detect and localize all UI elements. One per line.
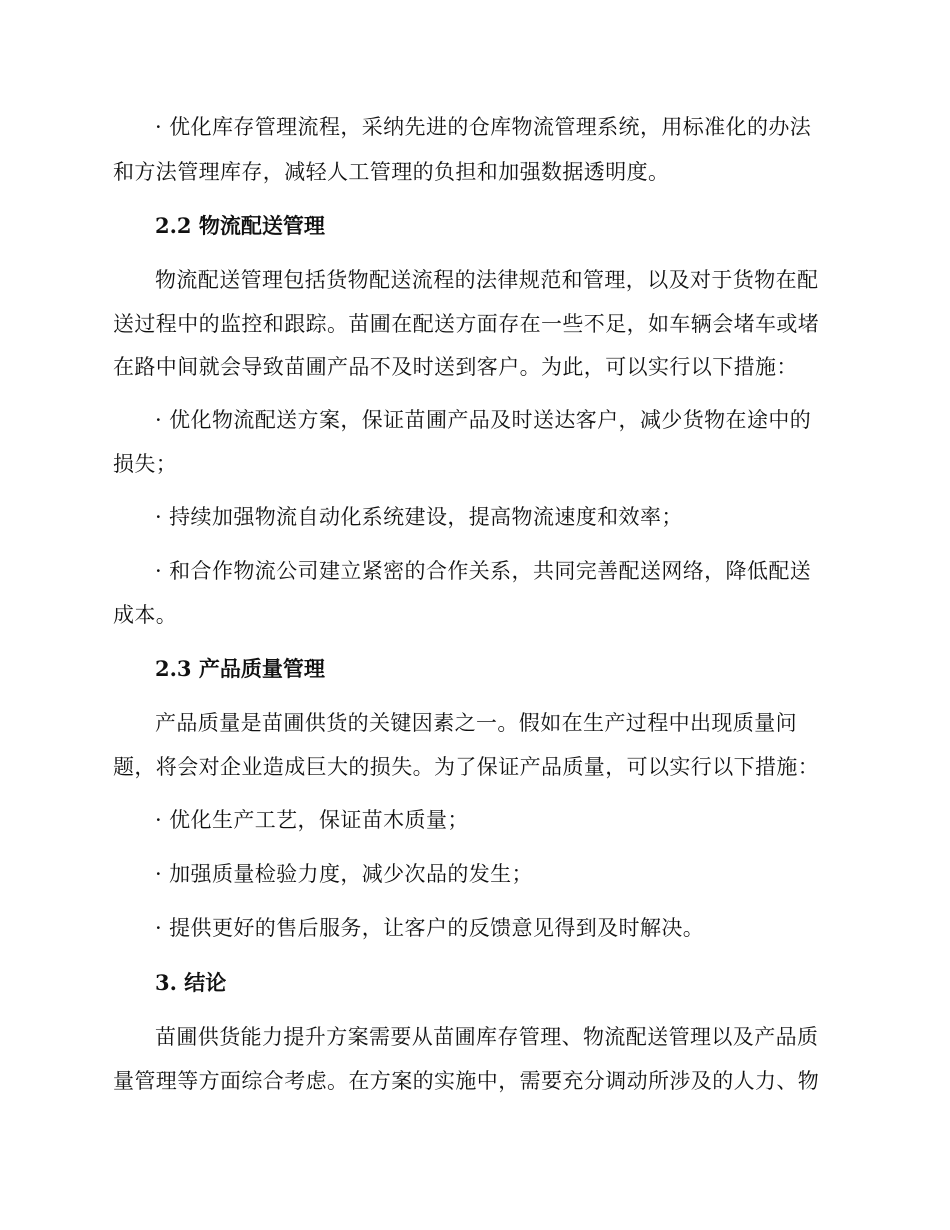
logistics-bullet-1-line-2: 损失； bbox=[113, 452, 178, 476]
quality-bullet-2: · 加强质量检验力度，减少次品的发生； bbox=[155, 862, 533, 886]
section-2-3-paragraph-line-2: 题，将会对企业造成巨大的损失。为了保证产品质量，可以实行以下措施： bbox=[113, 755, 820, 779]
section-2-2-paragraph-line-1: 物流配送管理包括货物配送流程的法律规范和管理，以及对于货物在配 bbox=[155, 268, 819, 292]
section-3-paragraph-line-1: 苗圃供货能力提升方案需要从苗圃库存管理、物流配送管理以及产品质 bbox=[155, 1025, 819, 1049]
section-2-3-heading: 2.3 产品质量管理 bbox=[155, 656, 325, 681]
section-2-2-heading: 2.2 物流配送管理 bbox=[155, 213, 325, 238]
section-2-2-paragraph-line-3: 在路中间就会导致苗圃产品不及时送到客户。为此，可以实行以下措施： bbox=[113, 355, 798, 379]
quality-bullet-3: · 提供更好的售后服务，让客户的反馈意见得到及时解决。 bbox=[155, 916, 705, 940]
section-2-2-paragraph-line-2: 送过程中的监控和跟踪。苗圃在配送方面存在一些不足，如车辆会堵车或堵 bbox=[113, 312, 820, 336]
section-2-3-paragraph-line-1: 产品质量是苗圃供货的关键因素之一。假如在生产过程中出现质量问 bbox=[155, 711, 797, 735]
quality-bullet-1: · 优化生产工艺，保证苗木质量； bbox=[155, 808, 469, 832]
inventory-bullet-line-2: 和方法管理库存，减轻人工管理的负担和加强数据透明度。 bbox=[113, 160, 670, 184]
section-3-heading: 3. 结论 bbox=[155, 970, 227, 995]
logistics-bullet-2: · 持续加强物流自动化系统建设，提高物流速度和效率； bbox=[155, 505, 683, 529]
section-3-paragraph-line-2: 量管理等方面综合考虑。在方案的实施中，需要充分调动所涉及的人力、物 bbox=[113, 1069, 820, 1093]
logistics-bullet-1-line-1: · 优化物流配送方案，保证苗圃产品及时送达客户，减少货物在途中的 bbox=[155, 408, 812, 432]
logistics-bullet-3-line-1: · 和合作物流公司建立紧密的合作关系，共同完善配送网络，降低配送 bbox=[155, 559, 812, 583]
logistics-bullet-3-line-2: 成本。 bbox=[113, 603, 178, 627]
inventory-bullet-line-1: · 优化库存管理流程，采纳先进的仓库物流管理系统，用标准化的办法 bbox=[155, 115, 812, 139]
